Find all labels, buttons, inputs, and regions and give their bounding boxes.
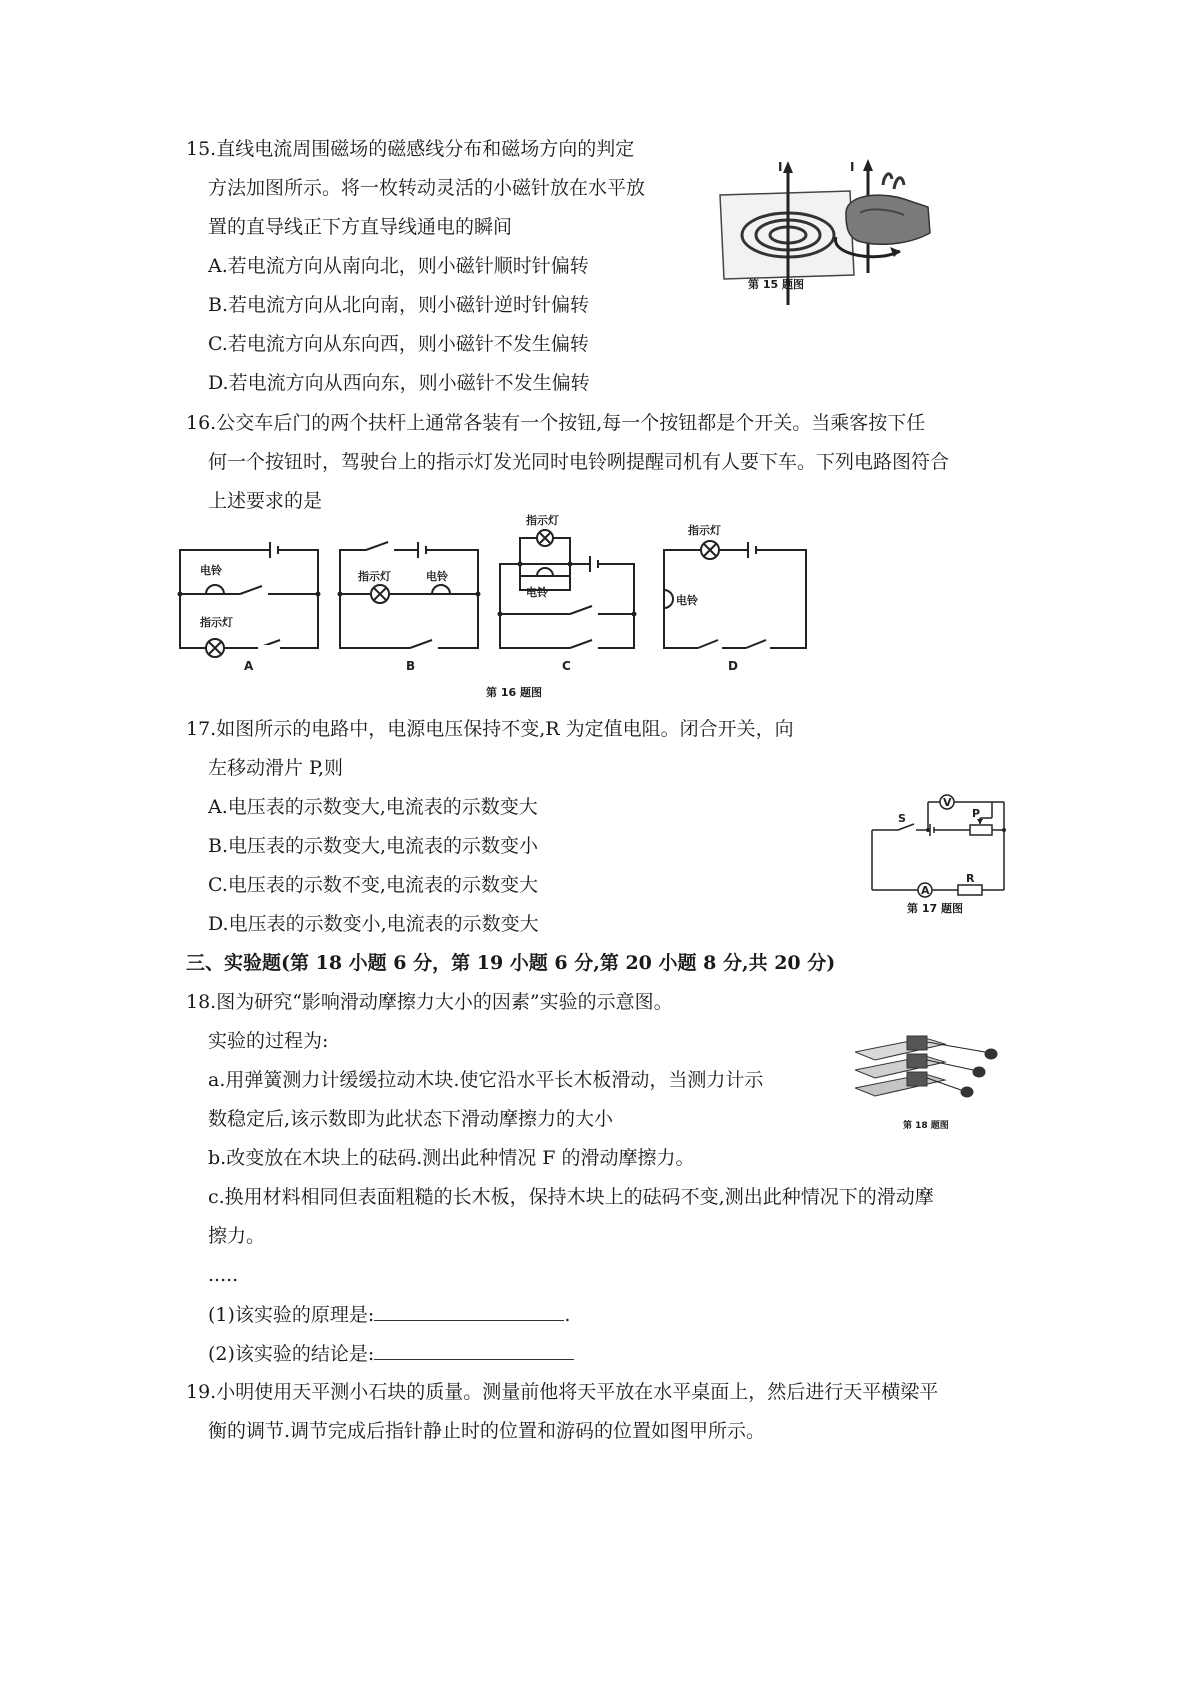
q18-step-b: b.改变放在木块上的砝码.测出此种情况 F 的滑动摩擦力。 — [208, 1147, 695, 1169]
circuit-d-bell-label: 电铃 — [676, 594, 698, 607]
circuit-c-label: C — [562, 659, 571, 673]
q16-line-2: 何一个按钮时，驾驶台上的指示灯发光同时电铃咧提醒司机有人要下车。下列电路图符合 — [208, 451, 950, 473]
circuit-b — [340, 542, 478, 648]
q16-line-3: 上述要求的是 — [208, 490, 323, 512]
q16-line-1: 16.公交车后门的两个扶杆上通常各装有一个按钮,每一个按钮都是个开关。当乘客按下任 — [186, 412, 926, 434]
circuit-a — [180, 542, 318, 657]
q17-option-b: B.电压表的示数变大,电流表的示数变小 — [208, 835, 539, 857]
circuit-b-bell-label: 电铃 — [426, 570, 448, 583]
q17-line-2: 左移动滑片 P,则 — [208, 757, 344, 779]
q17-figure — [868, 790, 1008, 910]
q15-current-label-left: I — [778, 160, 783, 174]
q15-line-1: 15.直线电流周围磁场的磁感线分布和磁场方向的判定 — [186, 138, 635, 160]
q17-voltmeter-label: V — [943, 796, 952, 809]
q17-switch-label: S — [898, 812, 906, 825]
q17-figure-caption: 第 17 题图 — [907, 902, 963, 915]
q15-current-label-right: I — [850, 160, 855, 174]
circuit-c — [500, 530, 634, 648]
q17-slider-label: P — [972, 807, 981, 820]
q15-line-3: 置的直导线正下方直导线通电的瞬间 — [208, 216, 513, 238]
q17-resistor-label: R — [966, 872, 975, 885]
circuit-b-label: B — [406, 659, 416, 673]
q17-option-a: A.电压表的示数变大,电流表的示数变大 — [208, 796, 538, 818]
circuit-c-lamp-label: 指示灯 — [526, 514, 559, 527]
circuit-a-lamp-label: 指示灯 — [200, 616, 233, 629]
circuit-d-label: D — [728, 659, 738, 673]
q18-step-a-1: a.用弹簧测力计缓缓拉动木块.使它沿水平长木板滑动，当测力计示 — [208, 1069, 764, 1091]
q18-sub1 — [208, 1302, 570, 1327]
q19-line-2: 衡的调节.调节完成后指针静止时的位置和游码的位置如图甲所示。 — [208, 1420, 766, 1442]
q18-process-intro: 实验的过程为: — [208, 1030, 329, 1052]
q18-ellipsis: ..... — [208, 1264, 239, 1286]
section3-heading: 三、实验题(第 18 小题 6 分，第 19 小题 6 分,第 20 小题 8 分,共 20 分) — [186, 952, 836, 974]
q15-option-b: B.若电流方向从北向南，则小磁针逆时针偏转 — [208, 294, 590, 316]
q15-option-a: A.若电流方向从南向北，则小磁针顺时针偏转 — [208, 255, 589, 277]
q15-option-c: C.若电流方向从东向西，则小磁针不发生偏转 — [208, 333, 589, 355]
q18-sub2-blank[interactable] — [374, 1341, 574, 1360]
q18-sub2-label: (2)该实验的结论是: — [208, 1343, 375, 1365]
q16-figure — [170, 512, 860, 702]
q18-figure — [855, 1030, 1011, 1112]
q16-figure-caption: 第 16 题图 — [486, 686, 542, 699]
q15-option-d: D.若电流方向从西向东，则小磁针不发生偏转 — [208, 372, 590, 394]
q15-line-2: 方法加图所示。将一枚转动灵活的小磁针放在水平放 — [208, 177, 646, 199]
circuit-d-lamp-label: 指示灯 — [688, 524, 721, 537]
q18-step-c-2: 擦力。 — [208, 1225, 266, 1247]
q17-option-c: C.电压表的示数不变,电流表的示数变大 — [208, 874, 538, 896]
circuit-b-lamp-label: 指示灯 — [358, 570, 391, 583]
q18-title: 18.图为研究“影响滑动摩擦力大小的因素”实验的示意图。 — [186, 991, 673, 1013]
q18-sub1-label: (1)该实验的原理是: — [208, 1304, 375, 1326]
q18-sub2 — [208, 1341, 574, 1366]
q18-sub1-blank[interactable] — [374, 1302, 564, 1321]
q15-figure-caption: 第 15 题图 — [748, 278, 804, 291]
circuit-a-bell-label: 电铃 — [200, 564, 222, 577]
q17-option-d: D.电压表的示数变小,电流表的示数变大 — [208, 913, 539, 935]
q19-line-1: 19.小明使用天平测小石块的质量。测量前他将天平放在水平桌面上，然后进行天平横梁平 — [186, 1381, 939, 1403]
q17-ammeter-label: A — [921, 884, 930, 897]
circuit-a-label: A — [244, 659, 254, 673]
circuit-c-bell-label: 电铃 — [526, 586, 548, 599]
q18-step-a-2: 数稳定后,该示数即为此状态下滑动摩擦力的大小 — [208, 1108, 614, 1130]
q18-figure-caption: 第 18 题图 — [903, 1121, 949, 1131]
q18-step-c-1: c.换用材料相同但表面粗糙的长木板，保持木块上的砝码不变,测出此种情况下的滑动摩 — [208, 1186, 934, 1208]
q17-line-1: 17.如图所示的电路中，电源电压保持不变,R 为定值电阻。闭合开关，向 — [186, 718, 794, 740]
q18-sub1-end: . — [564, 1304, 571, 1326]
